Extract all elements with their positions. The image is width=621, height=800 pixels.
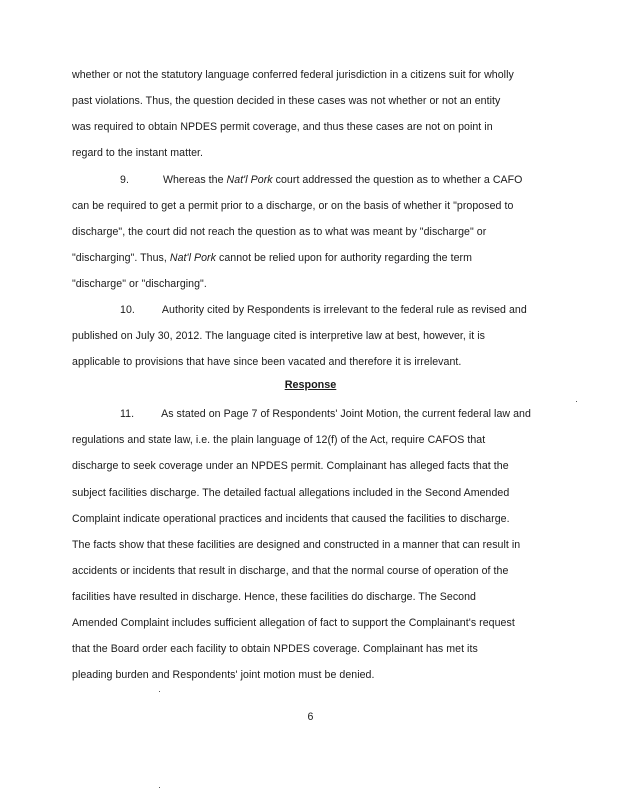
body-line: whether or not the statutory language conferred federal jurisdiction in a citizens suit for wholly [72, 69, 514, 81]
body-line: published on July 30, 2012. The language cited is interpretive law at best, however, it is [72, 330, 485, 342]
page-number: 6 [307, 711, 314, 723]
body-line: subject facilities discharge. The detailed factual allegations included in the Second Amended [72, 487, 510, 499]
paragraph-number: 9. [120, 174, 129, 186]
body-line: that the Board order each facility to obtain NPDES coverage. Complainant has met its [72, 643, 478, 655]
paragraph-number: 11. [120, 408, 135, 420]
body-line: was required to obtain NPDES permit coverage, and thus these cases are not on point in [72, 121, 493, 133]
paragraph-11-first-line [120, 407, 531, 421]
paragraph-9-first-line [120, 173, 522, 187]
body-line: accidents or incidents that result in discharge, and that the normal course of operation of the [72, 565, 509, 577]
body-line: can be required to get a permit prior to a discharge, or on the basis of whether it "proposed to [72, 200, 514, 212]
paragraph-10-first-line [120, 303, 527, 317]
case-name: Nat'l Pork [226, 174, 273, 186]
body-line: applicable to provisions that have since been vacated and therefore it is irrelevant. [72, 356, 462, 368]
text-segment: Whereas the [162, 174, 227, 186]
text-segment: As stated on Page 7 of Respondents' Joint Motion, the current federal law and [161, 408, 531, 420]
paragraph-number: 10. [120, 304, 135, 316]
text-segment: Authority cited by Respondents is irrelevant to the federal rule as revised and [161, 304, 527, 316]
text-segment: cannot be relied upon for authority regarding the term [215, 252, 472, 264]
body-line: pleading burden and Respondents' joint motion must be denied. [72, 669, 375, 681]
scan-speck [159, 787, 160, 788]
scan-speck [159, 691, 160, 692]
body-line: regulations and state law, i.e. the plain language of 12(f) of the Act, require CAFOS that [72, 434, 486, 446]
body-line: discharge", the court did not reach the question as to what was meant by "discharge" or [72, 226, 487, 238]
text-segment: "discharging". Thus, [72, 252, 170, 264]
body-line: past violations. Thus, the question decided in these cases was not whether or not an entity [72, 95, 501, 107]
body-line: facilities have resulted in discharge. Hence, these facilities do discharge. The Second [72, 591, 476, 603]
section-heading: Response [284, 379, 337, 391]
body-line: Complaint indicate operational practices and incidents that caused the facilities to discharge. [72, 513, 510, 525]
case-name: Nat'l Pork [169, 252, 216, 264]
body-line [72, 251, 472, 265]
body-line: "discharge" or "discharging". [72, 278, 207, 290]
text-segment: court addressed the question as to whether a CAFO [272, 174, 523, 186]
body-line: The facts show that these facilities are designed and constructed in a manner that can result in [72, 539, 521, 551]
body-line: Amended Complaint includes sufficient allegation of fact to support the Complainant's request [72, 617, 515, 629]
body-line: discharge to seek coverage under an NPDES permit. Complainant has alleged facts that the [72, 460, 509, 472]
body-line: regard to the instant matter. [72, 147, 204, 159]
scan-speck [576, 401, 577, 402]
